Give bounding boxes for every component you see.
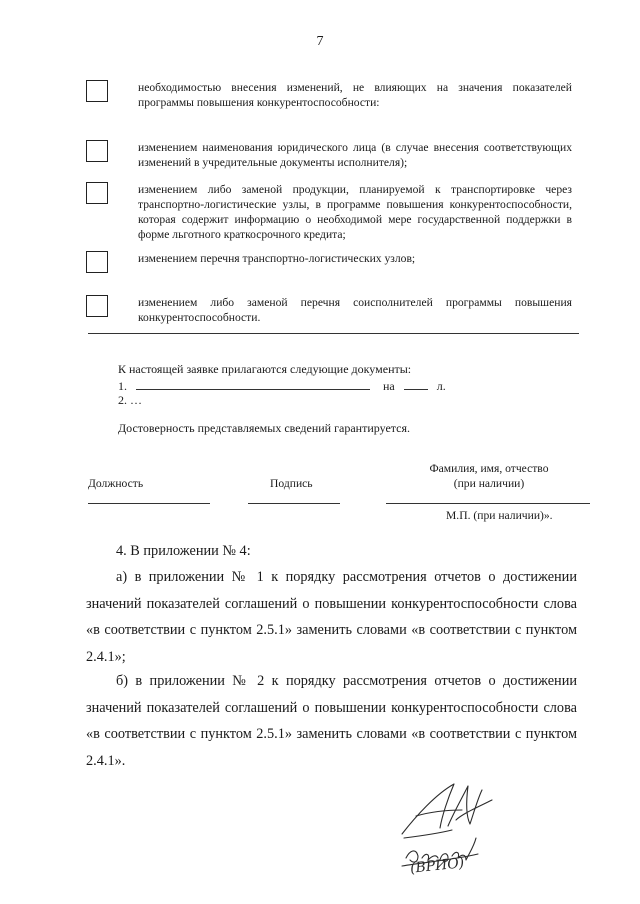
section-4-heading: 4. В приложении № 4: — [116, 543, 251, 559]
checkbox-label: изменением наименования юридического лица (в случае внесения соответствующих изменений в учредительные документы исполнителя); — [138, 141, 572, 169]
checkbox-coexecutors-change[interactable] — [86, 295, 108, 317]
page-number: 7 — [316, 34, 324, 49]
handwritten-note: (ВРИО) — [409, 855, 466, 877]
checkbox-label: изменением перечня транспортно-логистических узлов; — [138, 252, 416, 265]
checkbox-label: необходимостью внесения изменений, не влияющих на значения показателей программы повышения конкурентоспособности: — [138, 81, 572, 109]
item-a-paragraph: а) в приложении № 1 к порядку рассмотрения отчетов о достижении значений показателей соглашений о повышении конкурентоспособности слова «в соответствии с пунктом 2.5.1» заменить словами «в соответствии с пунктом 2.4.1»; — [86, 569, 577, 665]
checkbox-label: изменением либо заменой перечня соисполнителей программы повышения конкурентоспособности. — [138, 296, 572, 324]
name-label-line1: Фамилия, имя, отчество — [429, 462, 549, 475]
checkbox-product-change[interactable] — [86, 182, 108, 204]
checkbox-logistics-hubs-change[interactable] — [86, 251, 108, 273]
item-b-paragraph: б) в приложении № 2 к порядку рассмотрения отчетов о достижении значений показателей соглашений о повышении конкурентоспособности слова «в соответствии с пунктом 2.5.1» заменить словами «в соответствии с пунктом 2.4.1». — [86, 673, 577, 769]
name-label — [424, 461, 554, 491]
name-label-line2: (при наличии) — [453, 477, 525, 490]
attachment-sheets-label: л. — [436, 379, 446, 393]
name-field[interactable] — [386, 503, 590, 504]
attachment-number: 1. — [118, 379, 127, 393]
position-label: Должность — [88, 477, 144, 490]
stamp-label: М.П. (при наличии)». — [446, 509, 553, 522]
divider-line — [88, 333, 579, 334]
guarantee-text: Достоверность представляемых сведений гарантируется. — [118, 421, 411, 435]
attachment-item-2: 2. … — [118, 393, 142, 407]
attachments-intro: К настоящей заявке прилагаются следующие документы: — [118, 362, 412, 376]
checkbox-label: изменением либо заменой продукции, планируемой к транспортировке через транспортно-логистические узлы, в программе повышения конкурентоспособности, которая содержит информацию о необходимой мере государственной поддержки в форме льготного краткосрочного кредита; — [138, 183, 572, 241]
signature-field[interactable] — [248, 503, 340, 504]
position-field[interactable] — [88, 503, 210, 504]
attachment-name-field[interactable] — [136, 378, 370, 390]
checkbox-change-not-affecting-indicators[interactable] — [86, 80, 108, 102]
signature-label: Подпись — [270, 477, 313, 490]
attachment-sheets-field[interactable] — [404, 378, 428, 390]
attachment-on-label: на — [383, 379, 395, 393]
attachment-item-1 — [118, 378, 458, 394]
checkbox-legal-entity-name-change[interactable] — [86, 140, 108, 162]
